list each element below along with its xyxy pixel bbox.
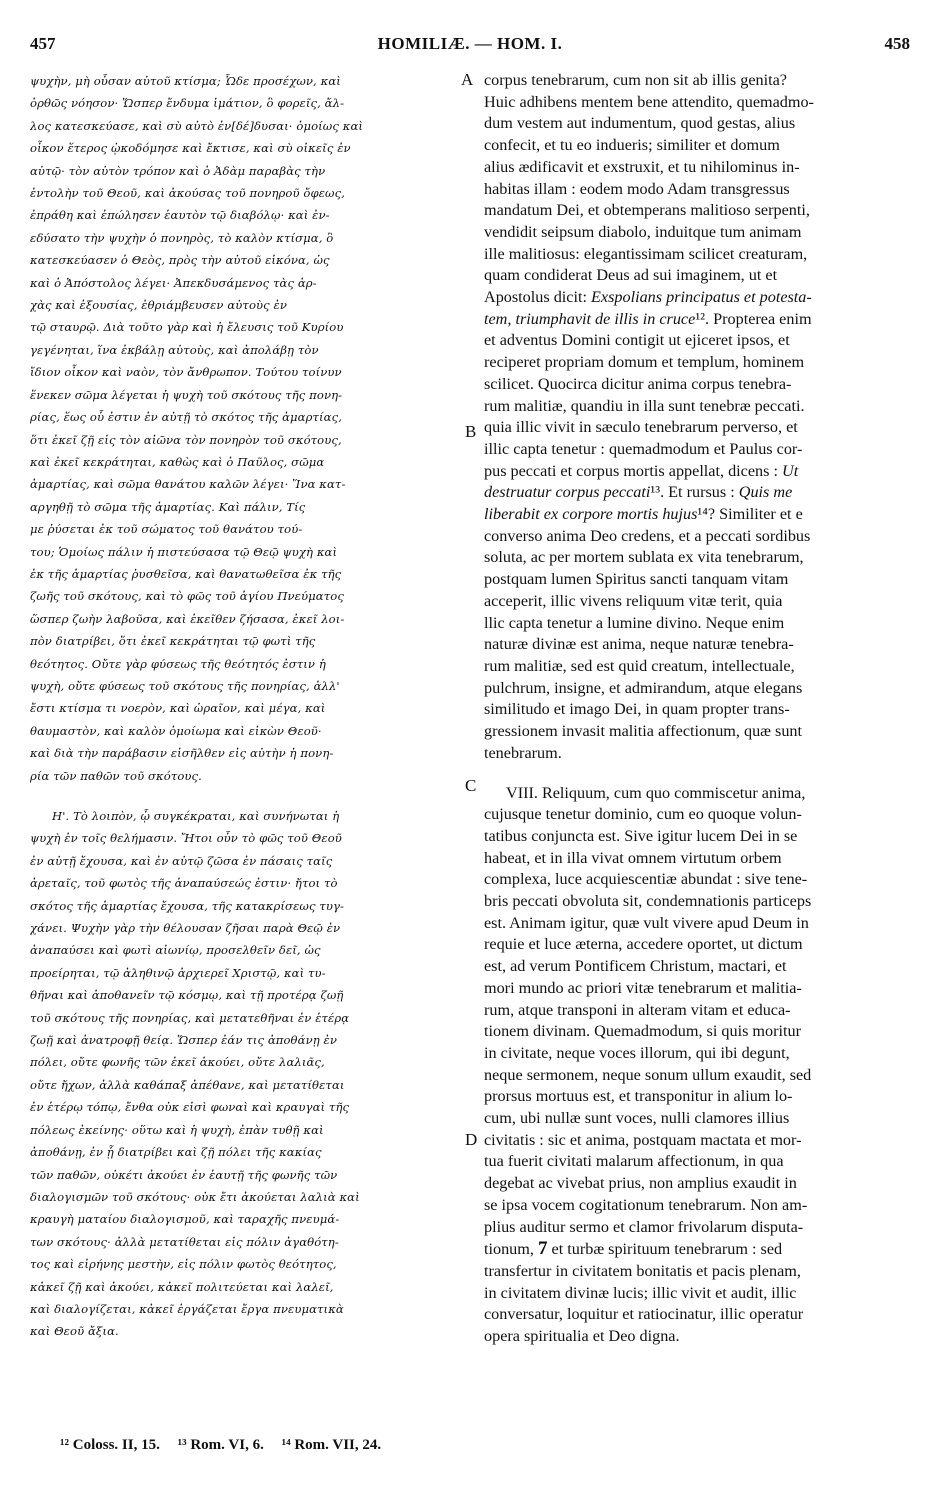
latin-segment: Apostolus dicit: xyxy=(484,288,587,307)
latin-line: opera spiritualia et Deo digna. xyxy=(484,1327,680,1346)
latin-line: rum, atque transponi in alteram vitam et educa- xyxy=(484,1000,791,1019)
latin-line: alius ædificavit et exstruxit, et tu nihilominus in- xyxy=(484,157,800,176)
greek-line: αργηθῇ τὸ σῶμα τῆς ἁμαρτίας. Καὶ πάλιν, Τίς xyxy=(30,499,306,514)
latin-line: habeat, et in illa vivat omnem virtutum orbem xyxy=(484,848,782,867)
greek-line: τοῦ σκότους τῆς πονηρίας, καὶ μετατεθῆναι ἐν ἑτέρᾳ xyxy=(30,1010,350,1025)
latin-line: similitudo et imago Dei, in quam propter trans- xyxy=(484,700,790,719)
footnote: ¹² Coloss. II, 15. xyxy=(60,1437,160,1453)
original-page-marker: 7 xyxy=(537,1238,548,1260)
greek-line: ζωῇ καὶ ἀνατροφῇ θείᾳ. Ὥσπερ ἐάν τις ἀποθάνῃ ἐν xyxy=(30,1033,338,1048)
greek-line: ἔστι κτίσμα τι νοερὸν, καὶ ὡραῖον, καὶ μέγα, καὶ xyxy=(30,701,326,716)
greek-line: τῶν παθῶν, οὐκέτι ἀκούει ἐν ἑαυτῇ τῆς φωνῆς τῶν xyxy=(30,1167,338,1182)
latin-line: est, ad verum Pontificem Christum, mactari, et xyxy=(484,957,787,976)
scripture-quote: destruatur corpus peccati xyxy=(484,483,651,502)
greek-line: Η'. Τὸ λοιπὸν, ᾧ συγκέκραται, καὶ συνήνωται ἡ xyxy=(52,809,340,823)
greek-line: ἀναπαύσει καὶ φωτὶ αἰωνίῳ, προσελθεῖν δεῖ, ὡς xyxy=(30,943,321,958)
latin-segment: tionum, xyxy=(484,1240,534,1259)
latin-line: degebat ac vivebat prius, non amplius exaudit in xyxy=(484,1174,797,1193)
greek-line: ἀρεταῖς, τοῦ φωτὸς τῆς ἀναπαύσεώς ἐστιν· ἤτοι τὸ xyxy=(30,876,338,891)
latin-column xyxy=(484,70,922,1348)
footnote-ref: ¹². Propterea enim xyxy=(695,309,812,328)
footnote-ref: ¹⁴? Similiter et e xyxy=(697,505,803,524)
latin-line: complexa, luce acquiescentiæ abundat : sive tene- xyxy=(484,870,808,889)
latin-line: civitatis : sic et anima, postquam mactata et mor- xyxy=(484,1130,802,1149)
scripture-quote: Quis me xyxy=(738,483,793,502)
greek-line: διαλογισμῶν τοῦ σκότους· οὐκ ἔτι ἀκούεται λαλιὰ καὶ xyxy=(30,1189,360,1204)
greek-line: ζωῆς τοῦ σκότους, καὶ τὸ φῶς τοῦ ἁγίου Πνεύματος xyxy=(30,589,344,604)
greek-line: οὔτε ἤχων, ἀλλὰ καθάπαξ ἀπέθανε, καὶ μετατίθεται xyxy=(30,1077,345,1092)
margin-letter-d: D xyxy=(465,1130,478,1149)
latin-line: quam condiderat Deus ad sui imaginem, ut et xyxy=(484,266,778,285)
greek-line: λος κατεσκεύασε, καὶ σὺ αὐτὸ ἐν[δέ]δυσαι· ὁμοίως καὶ xyxy=(30,118,364,133)
latin-line: confecit, et tu eo indueris; similiter et domum xyxy=(484,136,780,155)
greek-line: καὶ διὰ τὴν παράβασιν εἰσῆλθεν εἰς αὐτὴν ἡ πονη- xyxy=(30,746,334,761)
greek-line: πόλεως ἐκείνης· οὕτω καὶ ἡ ψυχὴ, ἐπὰν τυθῇ καὶ xyxy=(30,1122,324,1137)
greek-line: θῆναι καὶ ἀποθανεῖν τῷ κόσμῳ, καὶ τῇ προτέρᾳ ζωῇ xyxy=(30,988,344,1003)
latin-line: est. Animam igitur, quæ vult vivere apud Deum in xyxy=(484,913,809,932)
latin-line: reciperet propriam domum et templum, hominem xyxy=(484,353,805,372)
running-title: HOMILIÆ. — HOM. I. xyxy=(377,34,563,53)
greek-line: ἀποθάνῃ, ἐν ᾗ διατρίβει καὶ ζῇ πόλει τῆς κακίας xyxy=(30,1145,322,1160)
greek-line: ἐν αὐτῇ ἔχουσα, καὶ ἐν αὐτῷ ζῶσα ἐν πάσαις ταῖς xyxy=(30,853,333,868)
running-header xyxy=(30,34,910,60)
greek-line: αὐτῷ· τὸν αὐτὸν τρόπον καὶ ὁ Ἀδὰμ παραβὰς τὴν xyxy=(30,163,326,178)
latin-line: se ipsa vocem cogitationum tenebrarum. Non am- xyxy=(484,1195,808,1214)
greek-line: εδύσατο τὴν ψυχὴν ὁ πονηρὸς, τὸ καλὸν κτίσμα, ὃ xyxy=(30,230,334,245)
greek-line: κἀκεῖ ζῇ καὶ ἀκούει, κἀκεῖ πολιτεύεται καὶ λαλεῖ, xyxy=(30,1279,334,1294)
page-number-right: 458 xyxy=(884,34,910,53)
latin-line: mandatum Dei, et obtemperans malitioso serpenti, xyxy=(484,201,810,220)
latin-line: scilicet. Quocirca dicitur anima corpus tenebra- xyxy=(484,374,792,393)
greek-line: τος καὶ εἰρήνης μεστὴν, εἰς πόλιν φωτὸς θεότητος, xyxy=(30,1257,337,1272)
latin-segment: et turbæ spirituum tenebrarum : sed xyxy=(551,1240,783,1259)
latin-line: rum malitiæ, sed est quid creatum, intellectuale, xyxy=(484,656,795,675)
greek-line: ἕνεκεν σῶμα λέγεται ἡ ψυχὴ τοῦ σκότους τῆς πονη- xyxy=(30,387,343,402)
page-number-left: 457 xyxy=(30,34,56,53)
greek-line: χάνει. Ψυχὴν γὰρ τὴν θέλουσαν ζῆσαι παρὰ Θεῷ ἐν xyxy=(30,921,341,936)
greek-line: ἐκ τῆς ἁμαρτίας ῥυσθεῖσα, καὶ θανατωθεῖσα ἐκ τῆς xyxy=(30,566,342,581)
greek-line: κατεσκεύασεν ὁ Θεὸς, πρὸς τὴν αὐτοῦ εἰκόνα, ὡς xyxy=(30,253,330,268)
greek-line: πόλει, οὔτε φωνῆς τῶν ἐκεῖ ἀκούει, οὔτε λαλιᾶς, xyxy=(30,1055,325,1070)
greek-line: καὶ ἐκεῖ κεκράτηται, καθὼς καὶ ὁ Παῦλος, σῶμα xyxy=(30,454,325,469)
greek-line: ἁμαρτίας, καὶ σῶμα θανάτου καλῶν λέγει· Ἵνα κατ- xyxy=(30,477,346,492)
latin-line: in civitatem divinæ lucis; illic vivit et audit, illic xyxy=(484,1283,797,1302)
greek-line: ὅτι ἐκεῖ ζῇ εἰς τὸν αἰῶνα τὸν πονηρὸν τοῦ σκότους, xyxy=(30,432,342,447)
latin-line: tenebrarum. xyxy=(484,743,562,762)
latin-line: gressionem invasit malitia affectionum, quæ sunt xyxy=(484,722,803,741)
latin-line: VIII. Reliquum, cum quo commiscetur anima, xyxy=(506,783,806,802)
greek-line: του; Ὁμοίως πάλιν ἡ πιστεύσασα τῷ Θεῷ ψυχὴ καὶ xyxy=(30,544,338,559)
greek-column xyxy=(30,70,458,1343)
greek-line: ρία τῶν παθῶν τοῦ σκότους. xyxy=(30,768,202,783)
margin-letter-b: B xyxy=(465,422,477,441)
latin-line: quia illic vivit in sæculo tenebrarum perverso, et xyxy=(484,418,798,437)
latin-segment: pus peccati et corpus mortis appellat, dicens : xyxy=(484,461,778,480)
latin-line xyxy=(484,287,922,309)
latin-line: dum vestem aut indumentum, quod gestas, alius xyxy=(484,114,796,133)
latin-line: llic capta tenetur a lumine divino. Neque enim xyxy=(484,613,785,632)
greek-line: ἐπράθη καὶ ἐπώλησεν ἑαυτὸν τῷ διαβόλῳ· καὶ ἐν- xyxy=(30,208,330,223)
greek-line: οἶκον ἕτερος ᾠκοδόμησε καὶ ἔκτισε, καὶ σὺ οἰκεῖς ἐν xyxy=(30,141,351,156)
margin-letter-a: A xyxy=(461,70,474,89)
footnote: ¹⁴ Rom. VII, 24. xyxy=(281,1437,382,1453)
greek-line: των σκότους· ἀλλὰ μετατίθεται εἰς πόλιν ἀγαθότη- xyxy=(30,1234,339,1249)
latin-line: conversatur, loquitur et ratiocinatur, illic operatur xyxy=(484,1305,804,1324)
latin-line: postquam lumen Spiritus sancti tanquam vitam xyxy=(484,570,789,589)
latin-line xyxy=(484,461,922,483)
latin-line: bris peccati obvoluta sit, condemnationis particeps xyxy=(484,892,812,911)
scripture-quote: Exspolians principatus et potesta- xyxy=(591,288,812,307)
latin-line xyxy=(484,504,922,526)
latin-line xyxy=(484,482,922,504)
scripture-quote: Ut xyxy=(782,461,799,480)
latin-line xyxy=(484,309,922,331)
latin-line: neque sermonem, neque sonum ullum exaudit, sed xyxy=(484,1065,812,1084)
greek-line: γεγένηται, ἵνα ἐκβάλῃ αὐτοὺς, καὶ ἀπολάβῃ τὸν xyxy=(30,342,319,357)
greek-line: πὸν διατρίβει, ὅτι ἐκεῖ κεκράτηται τῷ φωτὶ τῆς xyxy=(30,634,316,649)
latin-line: vendidit seipsum diabolo, induitque tum animam xyxy=(484,222,802,241)
latin-line: in civitate, neque voces illorum, qui ibi degunt, xyxy=(484,1043,790,1062)
greek-line: ἴδιον οἶκον καὶ ναὸν, τὸν ἄνθρωπον. Τούτου τοίνυν xyxy=(30,365,342,380)
latin-line: mori mundo ac priori vitæ tenebrarum et malitia- xyxy=(484,978,802,997)
latin-line xyxy=(484,1238,922,1261)
greek-line: ὀρθῶς νόησον· Ὥσπερ ἔνδυμα ἱμάτιον, ὃ φορεῖς, ἄλ- xyxy=(30,96,345,111)
greek-line: ρίας, ἕως οὗ ἐστιν ἐν αὐτῇ τὸ σκότος τῆς ἁμαρτίας, xyxy=(30,410,342,425)
latin-line: cujusque tenetur dominio, cum eo quoque volun- xyxy=(484,805,802,824)
greek-line: καὶ Θεοῦ ἄξια. xyxy=(30,1324,119,1339)
latin-line: corpus tenebrarum, cum non sit ab illis genita? xyxy=(484,71,787,89)
greek-line: κραυγὴ ματαίου διαλογισμοῦ, καὶ ταραχῆς πνευμά- xyxy=(30,1212,340,1227)
latin-line: tatibus conjuncta est. Sive igitur lucem Dei in se xyxy=(484,826,798,845)
greek-line: με ῥύσεται ἐκ τοῦ σώματος τοῦ θανάτου τού- xyxy=(30,522,303,537)
latin-line: rum malitiæ, quandiu in illa sunt tenebræ peccati. xyxy=(484,396,805,415)
greek-line: ψυχὴ ἐν τοῖς θελήμασιν. Ἤτοι οὖν τὸ φῶς τοῦ Θεοῦ xyxy=(30,831,342,846)
greek-line: ἐντολὴν τοῦ Θεοῦ, καὶ ἀκούσας τοῦ πονηροῦ ὄφεως, xyxy=(30,186,345,201)
greek-line: ψυχὴ, οὔτε φύσεως τοῦ σκότους τῆς πονηρίας, ἀλλ' xyxy=(30,678,340,693)
latin-line: converso anima Deo credens, et a peccati sordibus xyxy=(484,526,811,545)
greek-line: καὶ ὁ Ἀπόστολος λέγει· Ἀπεκδυσάμενος τὰς ἀρ- xyxy=(30,275,317,290)
latin-line: cum, ubi nullæ sunt voces, nulli clamores illius xyxy=(484,1109,790,1128)
greek-line: ψυχὴν, μὴ οὖσαν αὐτοῦ κτίσμα; Ὧδε προσέχων, καὶ xyxy=(30,74,341,88)
greek-line: θεότητος. Οὔτε γὰρ φύσεως τῆς θεότητός ἐστιν ἡ xyxy=(30,656,326,671)
latin-line: prorsus mortuus est, et transponitur in alium lo- xyxy=(484,1087,793,1106)
latin-line: Huic adhibens mentem bene attendito, quemadmo- xyxy=(484,92,814,111)
scripture-quote: tem, triumphavit de illis in cruce xyxy=(484,309,696,328)
greek-line: προείρηται, τῷ ἀληθινῷ ἀρχιερεῖ Χριστῷ, καὶ τυ- xyxy=(30,965,326,980)
latin-line: tionem divinam. Quemadmodum, si quis moritur xyxy=(484,1022,801,1041)
latin-line: tua fuerit civitati malarum affectionum, in qua xyxy=(484,1152,784,1171)
latin-line: et adventus Domini contigit ut ejiceret ipsos, et xyxy=(484,331,790,350)
footnote-ref: ¹³. Et rursus : xyxy=(650,483,735,502)
latin-line: ille malitiosus: elegantissimam scilicet creaturam, xyxy=(484,244,808,263)
greek-line: καὶ διαλογίζεται, κἀκεῖ ἐργάζεται ἔργα πνευματικὰ xyxy=(30,1301,344,1316)
latin-line: habitas illam : eodem modo Adam transgressus xyxy=(484,179,790,198)
latin-line: soluta, ac per mortem sublata ex vita tenebrarum, xyxy=(484,548,804,567)
latin-line: illic capta tenetur : quemadmodum et Paulus cor- xyxy=(484,439,803,458)
greek-line: ὥσπερ ζωὴν λαβοῦσα, καὶ ἐκεῖθεν ζήσασα, ἐκεῖ λοι- xyxy=(30,611,345,626)
latin-line: requie et luce æterna, accedere oportet, ut dictum xyxy=(484,935,803,954)
greek-line: θαυμαστὸν, καὶ καλὸν ὁμοίωμα καὶ εἰκὼν Θεοῦ· xyxy=(30,723,322,738)
latin-line: transfertur in civitatem bonitatis et pacis plenam, xyxy=(484,1261,801,1280)
greek-line: χὰς καὶ ἐξουσίας, ἐθριάμβευσεν αὐτοὺς ἐν xyxy=(30,298,288,313)
scripture-quote: liberabit ex corpore mortis hujus xyxy=(484,505,698,524)
latin-line: acceperit, illic vivens reliquum vitæ terit, quia xyxy=(484,591,783,610)
latin-line: naturæ divinæ est anima, neque naturæ tenebra- xyxy=(484,635,794,654)
footnotes xyxy=(60,1437,395,1454)
latin-line: plius auditur sermo et clamor frivolarum disputa- xyxy=(484,1217,804,1236)
greek-line: σκότος τῆς ἁμαρτίας ἔχουσα, τῆς κατακρίσεως τυγ- xyxy=(30,898,345,913)
greek-line: τῷ σταυρῷ. Διὰ τοῦτο γὰρ καὶ ἡ ἔλευσις τοῦ Κυρίου xyxy=(30,320,344,335)
latin-line: pulchrum, insigne, et admirandum, atque elegans xyxy=(484,678,803,697)
greek-line: ἐν ἑτέρῳ τόπῳ, ἔνθα οὐκ εἰσὶ φωναὶ καὶ κραυγαὶ τῆς xyxy=(30,1100,350,1115)
margin-letter-c: C xyxy=(465,776,477,795)
footnote: ¹³ Rom. VI, 6. xyxy=(177,1437,264,1453)
